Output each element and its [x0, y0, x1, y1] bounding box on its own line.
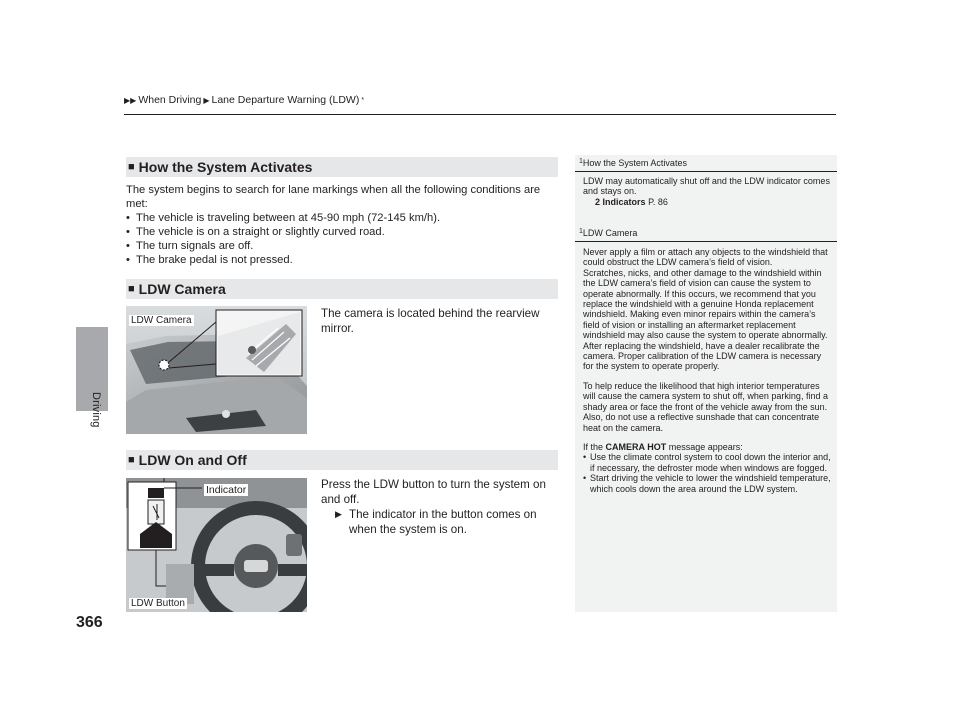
- ldw-camera-photo: [126, 306, 307, 434]
- ldw-button-photo: [126, 478, 307, 612]
- section-heading-activates: ■ How the System Activates: [126, 157, 558, 177]
- ldw-camera-label: LDW Camera: [131, 315, 192, 326]
- section-heading-camera: ■ LDW Camera: [126, 279, 558, 299]
- ldw-button-label: LDW Button: [131, 598, 185, 609]
- breadcrumb-arrow-icon: ▶: [203, 95, 210, 105]
- sidebar-title-activates: $^1$How the System Activates: [579, 158, 687, 168]
- sidebar-notes: [575, 155, 837, 612]
- onoff-text: Press the LDW button to turn the system on and off.: [321, 478, 546, 506]
- sidebar-reference[interactable]: 2 Indicators P. 86: [595, 196, 668, 207]
- breadcrumb: [124, 94, 364, 106]
- sidebar-title-camera: $^1$LDW Camera: [579, 228, 638, 238]
- indicator-label: Indicator: [206, 484, 247, 496]
- camera-hot-line: If the CAMERA HOT message appears:: [583, 441, 743, 452]
- list-item: • Use the climate control system to cool down the interior and, if necessary, the defroster mode when windows are fogged.: [583, 452, 831, 473]
- breadcrumb-level1[interactable]: When Driving: [138, 94, 202, 106]
- camera-body: The camera is located behind the rearview mirror.: [321, 307, 540, 335]
- sidebar-rule: [575, 241, 837, 242]
- breadcrumb-arrow-icon: ▶▶: [124, 95, 137, 105]
- breadcrumb-marker: *: [361, 96, 365, 104]
- reference-arrow-icon: 2: [595, 196, 601, 207]
- page-number: 366: [76, 614, 103, 631]
- breadcrumb-level2[interactable]: Lane Departure Warning (LDW): [211, 94, 360, 106]
- onoff-subitem: ▶ The indicator in the button comes on when the system is on.: [335, 508, 537, 536]
- activates-intro: The system begins to search for lane markings when all the following conditions are met:: [126, 184, 541, 210]
- steering-wheel-illustration: [126, 478, 307, 612]
- list-item: • The brake pedal is not pressed.: [126, 254, 293, 266]
- sidebar-rule: [575, 171, 837, 172]
- list-item: • The vehicle is traveling between at 45-90 mph (72-145 km/h).: [126, 212, 441, 224]
- list-item: • The vehicle is on a straight or slightly curved road.: [126, 226, 385, 238]
- list-item: • The turn signals are off.: [126, 240, 254, 252]
- list-item: • Start driving the vehicle to lower the windshield temperature, which cools down the area around the LDW system.: [583, 473, 831, 494]
- sidebar-activates-text: LDW may automatically shut off and the LDW indicator comes and stays on. 2 Indicators P. 86: [583, 176, 833, 207]
- arrow-right-icon: ▶: [335, 509, 342, 519]
- activates-body: [126, 183, 560, 267]
- square-bullet-icon: ■: [128, 161, 135, 173]
- square-bullet-icon: ■: [128, 454, 135, 466]
- sidebar-camera-text: Never apply a film or attach any objects to the windshield that could obstruct the LDW camera’s field of vision. Scratches, nicks, and other damage to the windshield within the LDW camera’s field of vision can cause the system to operate abnormally. If this occurs, we recommend that you replace the windshield with a genuine Honda replacement windshield. Making even minor repairs within the camera’s field of vision or installing an aftermarket replacement windshield may also cause the system to operate abnormally. After replacing the windshield, have a dealer recalibrate the camera. Proper calibration of the LDW camera is necessary for the system to operate properly. To help reduce the likelihood that high interior temperatures will cause the camera system to shut off, when parking, find a shady area or face the front of the vehicle away from the sun. Also, do not use a reflective sunshade that can concentrate heat on the camera. If the CAMERA HOT message appears: • Use the climate control system to cool down the interior and, if necessary, the defroster mode when windows are fogged. • Start driving the vehicle to lower the windshield temperature, which cools down the area around the LDW system.: [583, 247, 833, 494]
- section-heading-onoff: ■ LDW On and Off: [126, 450, 558, 470]
- chapter-label: Driving: [90, 392, 102, 428]
- header-rule: [124, 114, 836, 115]
- square-bullet-icon: ■: [128, 283, 135, 295]
- onoff-body: [321, 477, 553, 537]
